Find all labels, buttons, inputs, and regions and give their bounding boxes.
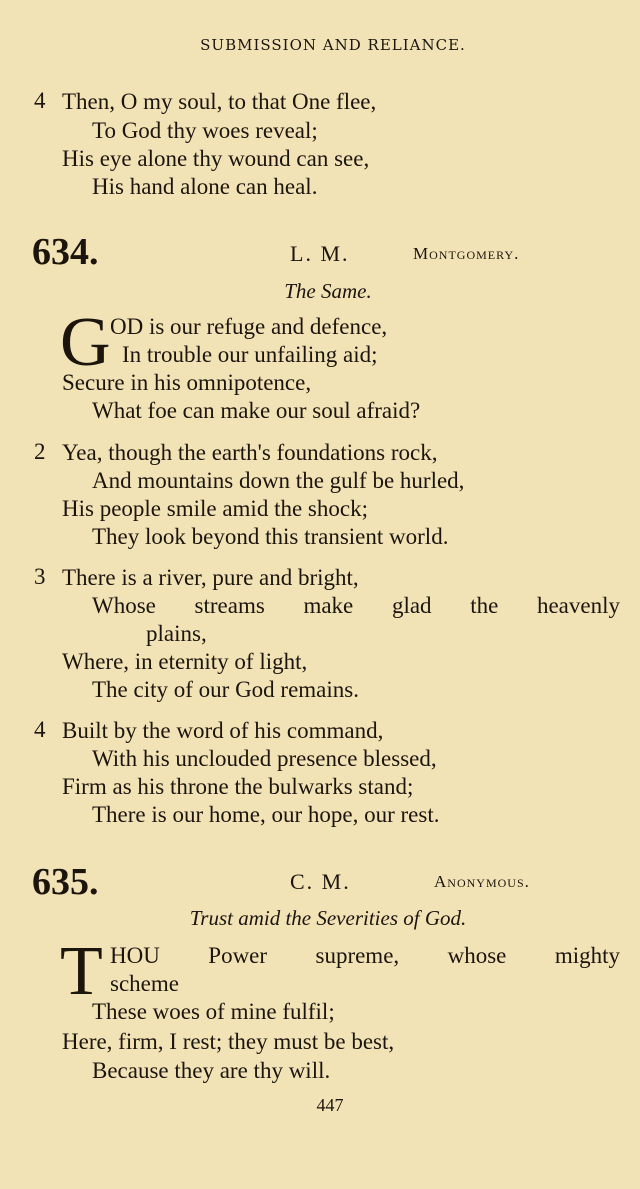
verse-line: scheme (110, 971, 179, 996)
verse-line: And mountains down the gulf be hurled, (92, 468, 465, 493)
verse-line: There is our home, our hope, our rest. (92, 802, 440, 827)
verse-line: They look beyond this transient world. (92, 524, 449, 549)
hymn-meter: L. M. (290, 241, 350, 266)
verse-line: Secure in his omnipotence, (62, 370, 312, 395)
verse-line: With his unclouded presence blessed, (92, 746, 437, 771)
drop-cap: G (60, 304, 111, 381)
page-number: 447 (316, 1095, 344, 1115)
hymn-subtitle: Trust amid the Severities of God. (189, 906, 467, 930)
hymn-author: Anonymous. (434, 872, 530, 891)
verse-line: HOU Power supreme, whose mighty (110, 943, 620, 968)
verse-line: What foe can make our soul afraid? (92, 398, 421, 423)
stanza-number: 2 (34, 439, 46, 464)
verse-line: OD is our refuge and defence, (110, 314, 388, 339)
verse-line: Where, in eternity of light, (62, 649, 308, 674)
verse-line: Built by the word of his command, (62, 718, 384, 743)
stanza-number: 4 (34, 88, 46, 113)
hymn-subtitle: The Same. (284, 279, 372, 303)
hymn-number: 635. (32, 861, 99, 903)
stanza-number: 3 (34, 564, 46, 589)
verse-line: The city of our God remains. (92, 677, 359, 702)
verse-line: Then, O my soul, to that One flee, (62, 89, 377, 114)
verse-line: His people smile amid the shock; (62, 496, 368, 521)
verse-line: plains, (146, 621, 207, 646)
verse-line: Here, firm, I rest; they must be best, (62, 1029, 395, 1054)
verse-line: These woes of mine fulfil; (92, 999, 335, 1024)
verse-line: In trouble our unfailing aid; (122, 342, 378, 367)
verse-line: His hand alone can heal. (92, 174, 318, 199)
hymn-meter: C. M. (290, 869, 351, 894)
running-head: SUBMISSION AND RELIANCE. (200, 36, 466, 54)
hymn-author: Montgomery. (413, 244, 520, 263)
verse-line: His eye alone thy wound can see, (62, 146, 370, 171)
verse-line: Firm as his throne the bulwarks stand; (62, 774, 414, 799)
verse-line: Because they are thy will. (92, 1058, 331, 1083)
verse-line: There is a river, pure and bright, (62, 565, 359, 590)
verse-line: Yea, though the earth's foundations rock, (62, 440, 438, 465)
verse-line: Whose streams make glad the heavenly (92, 593, 620, 618)
drop-cap: T (60, 933, 103, 1010)
verse-line: To God thy woes reveal; (92, 118, 318, 143)
stanza-number: 4 (34, 717, 46, 742)
hymn-number: 634. (32, 231, 99, 273)
